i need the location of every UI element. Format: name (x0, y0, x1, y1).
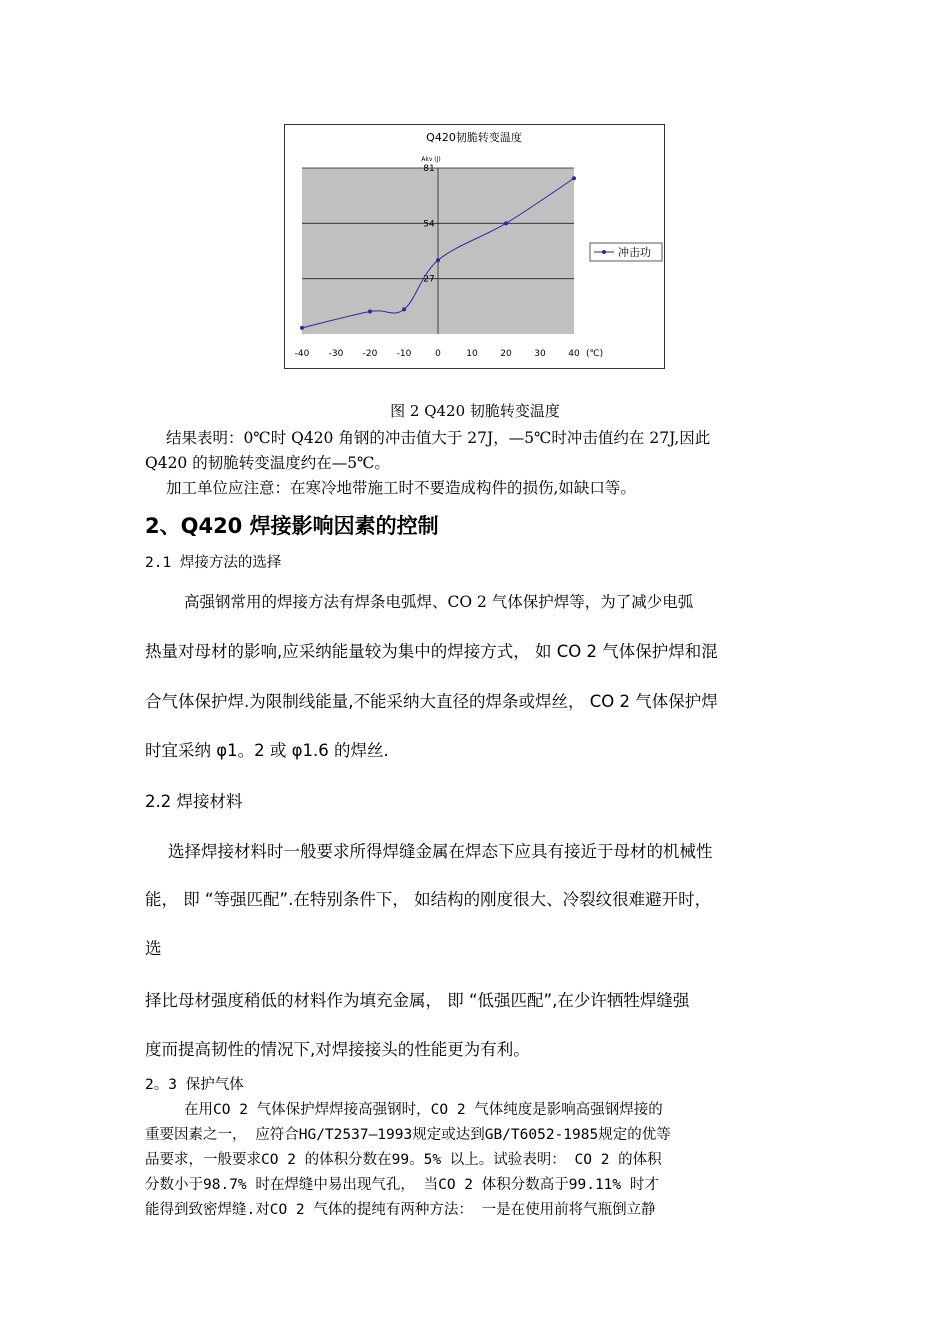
para-2-3-line-3: 品要求，一般要求CO 2 的体积分数在99。5% 以上。试验表明： CO 2 的体积 (145, 1152, 662, 1168)
x-tick-label: -40 (294, 349, 310, 359)
legend-marker (602, 250, 606, 254)
legend-label: 冲击功 (618, 246, 651, 259)
para-2-1-line-2: 热量对母材的影响,应采纳能量较为集中的焊接方式， 如 CO 2 气体保护焊和混 (145, 642, 718, 661)
x-axis-unit-label: (℃) (586, 349, 604, 359)
para-2-2-line-4: 择比母材强度稍低的材料作为填充金属， 即 “低强匹配”,在少许牺牲焊缝强 (145, 991, 690, 1010)
x-tick-label: 0 (435, 349, 441, 359)
para-2-1-line-4: 时宜采纳 φ1。2 或 φ1.6 的焊丝. (145, 741, 389, 760)
para-2-2-line-5: 度而提高韧性的情况下,对焊接接头的性能更为有利。 (145, 1040, 530, 1059)
data-point (572, 176, 576, 180)
x-tick-label: 30 (534, 349, 546, 359)
para-2-3-line-4: 分数小于98.7% 时在焊缝中易出现气孔， 当CO 2 体积分数高于99.11% 时才 (145, 1177, 659, 1193)
data-point (402, 307, 406, 311)
para-2-2-line-1: 选择焊接材料时一般要求所得焊缝金属在焊态下应具有接近于母材的机械性 (168, 842, 713, 861)
data-point (368, 309, 372, 313)
para-2-3-line-5: 能得到致密焊缝.对CO 2 气体的提纯有两种方法： 一是在使用前将气瓶倒立静 (145, 1202, 656, 1218)
y-tick-label: 27 (423, 274, 435, 285)
data-point (300, 326, 304, 330)
data-point (504, 221, 508, 225)
subsection-2-1-title: 2.1 焊接方法的选择 (145, 555, 282, 571)
result-text-line-1: 结果表明：0℃时 Q420 角钢的冲击值大于 27J，—5℃时冲击值约在 27J,因此 (166, 429, 711, 447)
data-point (436, 258, 440, 262)
para-2-2-line-3: 选 (145, 939, 162, 958)
note-text: 加工单位应注意：在寒冷地带施工时不要造成构件的损伤,如缺口等。 (166, 479, 636, 497)
para-2-3-line-2: 重要因素之一， 应符合HG/T2537—1993规定或达到GB/T6052-1985规定的优等 (145, 1127, 671, 1143)
x-tick-label: 10 (466, 349, 478, 359)
result-text-line-2: Q420 的韧脆转变温度约在—5℃。 (145, 454, 390, 472)
x-tick-label: -30 (328, 349, 344, 359)
para-2-1-line-3: 合气体保护焊.为限制线能量,不能采纳大直径的焊条或焊丝， CO 2 气体保护焊 (145, 692, 718, 711)
chart-legend (590, 243, 662, 261)
x-tick-label: -20 (362, 349, 378, 359)
x-tick-label: 40 (568, 349, 580, 359)
subsection-2-2-title: 2.2 焊接材料 (145, 792, 243, 811)
y-tick-label: 54 (423, 219, 435, 230)
subsection-2-3-title: 2。3 保护气体 (145, 1077, 244, 1093)
x-tick-label: 20 (500, 349, 512, 359)
impact-energy-chart (284, 124, 665, 369)
chart-svg (284, 124, 665, 369)
figure-caption: 图 2 Q420 韧脆转变温度 (390, 402, 560, 420)
y-tick-label: 81 (423, 164, 435, 174)
y-axis-label: Akv (J) (421, 156, 441, 163)
para-2-1-line-1: 高强钢常用的焊接方法有焊条电弧焊、CO 2 气体保护焊等，为了减少电弧 (184, 593, 694, 611)
para-2-3-line-1: 在用CO 2 气体保护焊焊接高强钢时，CO 2 气体纯度是影响高强钢焊接的 (184, 1102, 663, 1118)
section-title: 2、Q420 焊接影响因素的控制 (145, 514, 439, 538)
para-2-2-line-2: 能， 即 “等强匹配”.在特别条件下， 如结构的刚度很大、冷裂纹很难避开时， (145, 890, 712, 909)
chart-title: Q420韧脆转变温度 (426, 131, 522, 144)
x-tick-label: -10 (396, 349, 412, 359)
